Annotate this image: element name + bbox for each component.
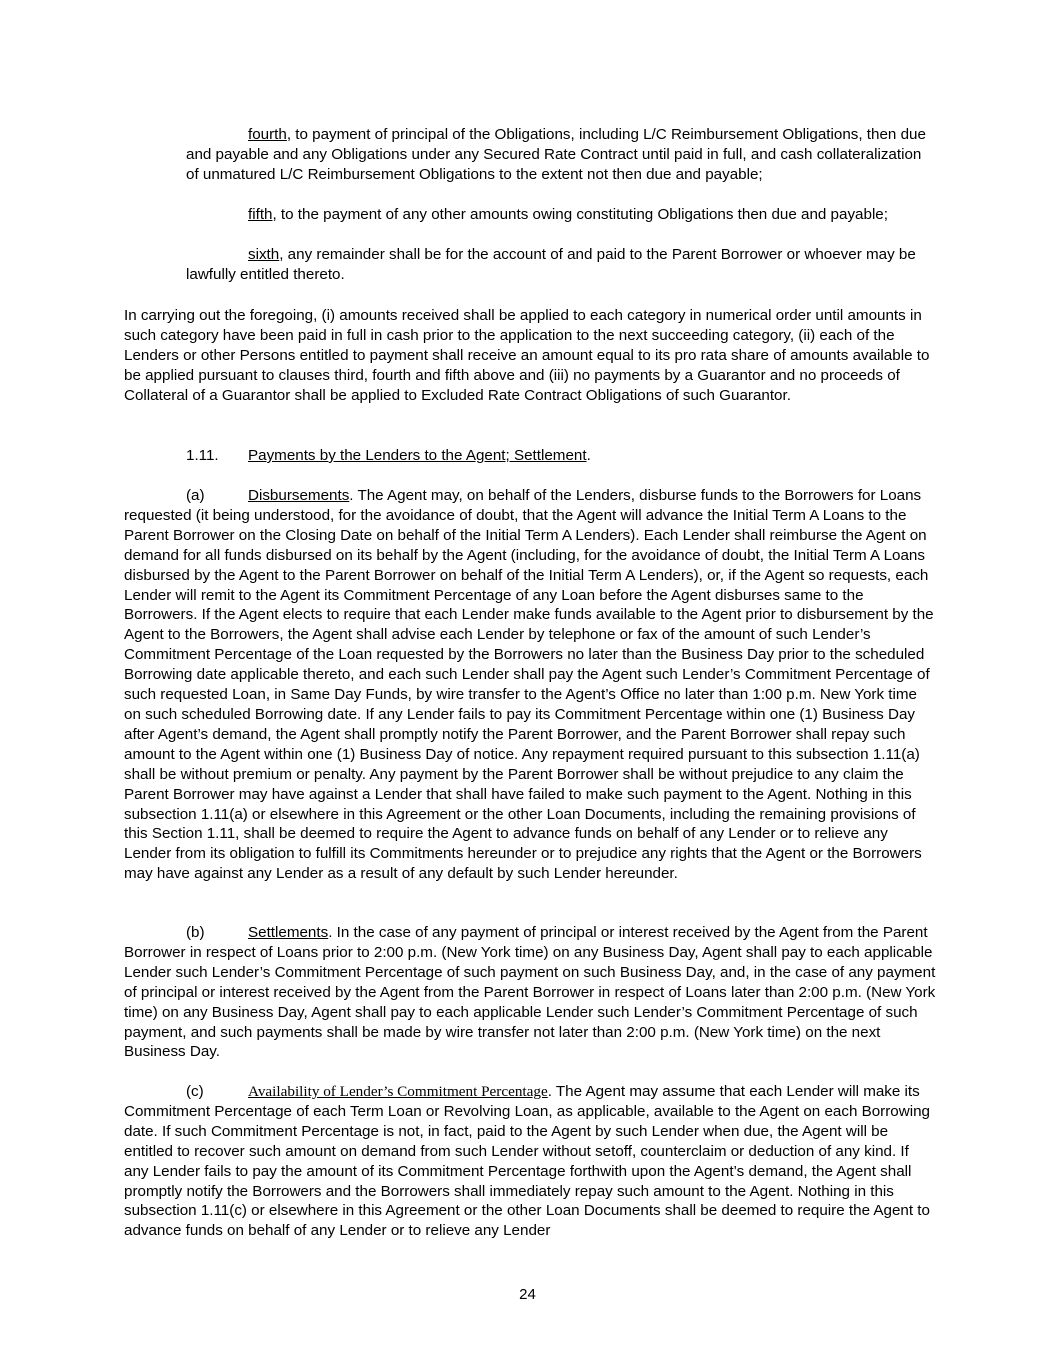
clause-fifth-text: , to the payment of any other amounts owing constituting Obligations then due and payable; bbox=[272, 206, 888, 223]
subsection-b-text: . In the case of any payment of principal or interest received by the Agent from the Parent Borrower in respect of Loans prior to 2:00 p.m. (New York time) on any Business Day, Agent shall pay to each applicable Lender such Lender’s Commitment Percentage of such payment on such Business Day, and, in the case of any payment of principal or interest received by the Agent from the Parent Borrower in respect of Loans later than 2:00 p.m. (New York time) on any Business Day, Agent shall pay to each applicable Lender such Lender’s Commitment Percentage of such payment, and such payments shall be made by wire transfer not later than 2:00 p.m. (New York time) on the next Business Day. bbox=[124, 924, 936, 1061]
clause-fourth-text: , to payment of principal of the Obligations, including L/C Reimbursement Obligations, then due and payable and any Obligations under any Secured Rate Contract until paid in full, and cash collateralization of unmatured L/C Reimbursement Obligations to the extent not then due and payable; bbox=[186, 126, 926, 183]
clause-fourth-label: fourth bbox=[248, 126, 287, 143]
clause-sixth-label: sixth bbox=[248, 246, 280, 263]
clause-sixth bbox=[186, 245, 936, 285]
subsection-b-heading: Settlements bbox=[248, 924, 329, 941]
carrying-out-paragraph: In carrying out the foregoing, (i) amounts received shall be applied to each category in numerical order until amounts in such category have been paid in full in cash prior to the application to the next succeeding category, (ii) each of the Lenders or other Persons entitled to payment shall receive an amount equal to its pro rata share of amounts available to be applied pursuant to clauses third, fourth and fifth above and (iii) no payments by a Guarantor and no proceeds of Collateral of a Guarantor shall be applied to Excluded Rate Contract Obligations of such Guarantor. bbox=[124, 307, 930, 404]
subsection-c-label: (c) bbox=[186, 1083, 204, 1100]
clause-sixth-text: , any remainder shall be for the account of and paid to the Parent Borrower or whoever may be lawfully entitled thereto. bbox=[186, 246, 916, 283]
subsection-a-label: (a) bbox=[186, 487, 205, 504]
section-number: 1.11. bbox=[186, 447, 219, 464]
subsection-a-text: . The Agent may, on behalf of the Lenders, disburse funds to the Borrowers for Loans requested (it being understood, for the avoidance of doubt, that the Agent will advance the Initial Term A Loans to the Parent Borrower on the Closing Date on behalf of the Initial Term A Lenders). Each Lender shall reimburse the Agent on demand for all funds disbursed on its behalf by the Agent (including, for the avoidance of doubt, the Initial Term A Loans disbursed by the Agent to the Parent Borrower on behalf of the Initial Term A Lenders), or, if the Agent so requests, each Lender will remit to the Agent its Commitment Percentage of any Loan before the Agent disburses same to the Borrowers. If the Agent elects to require that each Lender make funds available to the Agent prior to disbursement by the Agent to the Borrowers, the Agent shall advise each Lender by telephone or fax of the amount of such Lender’s Commitment Percentage of the Loan requested by the Borrowers no later than the Business Day prior to the scheduled Borrowing date applicable thereto, and each such Lender shall pay the Agent such Lender’s Commitment Percentage of such requested Loan, in Same Day Funds, by wire transfer to the Agent’s Office no later than 1:00 p.m. New York time on such scheduled Borrowing date. If any Lender fails to pay its Commitment Percentage within one (1) Business Day after Agent’s demand, the Agent shall promptly notify the Parent Borrower, and the Parent Borrower shall repay such amount to the Agent within one (1) Business Day of notice. Any repayment required pursuant to this subsection 1.11(a) shall be without premium or penalty. Any payment by the Parent Borrower shall be without prejudice to any claim the Parent Borrower may have against a Lender that shall have failed to make such payment to the Agent. Nothing in this subsection 1.11(a) or elsewhere in this Agreement or the other Loan Documents, including the remaining provisions of this Section 1.11, shall be deemed to require the Agent to advance funds on behalf of any Lender or to relieve any Lender from its obligation to fulfill its Commitments hereunder or to prejudice any rights that the Agent or the Borrowers may have against any Lender as a result of any default by such Lender hereunder. bbox=[124, 487, 934, 883]
subsection-b bbox=[124, 923, 936, 1062]
section-title-suffix: . bbox=[586, 447, 591, 464]
subsection-c bbox=[124, 1082, 936, 1241]
subsection-a bbox=[124, 486, 936, 884]
section-heading bbox=[186, 446, 591, 466]
page-number: 24 bbox=[519, 1286, 536, 1303]
subsection-b-label: (b) bbox=[186, 924, 205, 941]
subsection-c-text: . The Agent may assume that each Lender will make its Commitment Percentage of each Term Loan or Revolving Loan, as applicable, available to the Agent on each Borrowing date. If such Commitment Percentage is not, in fact, paid to the Agent by such Lender when due, the Agent will be entitled to recover such amount on demand from such Lender without setoff, counterclaim or deduction of any kind. If any Lender fails to pay the amount of its Commitment Percentage forthwith upon the Agent’s demand, the Agent shall promptly notify the Borrowers and the Borrowers shall immediately repay such amount to the Agent. Nothing in this subsection 1.11(c) or elsewhere in this Agreement or the other Loan Documents shall be deemed to require the Agent to advance funds on behalf of any Lender or to relieve any Lender bbox=[124, 1083, 930, 1240]
clause-fifth bbox=[186, 205, 936, 225]
clause-fourth bbox=[186, 125, 936, 185]
subsection-a-heading: Disbursements bbox=[248, 487, 350, 504]
subsection-c-heading: Availability of Lender’s Commitment Percentage bbox=[248, 1083, 548, 1100]
section-title: Payments by the Lenders to the Agent; Settlement bbox=[248, 447, 587, 464]
clause-fifth-label: fifth bbox=[248, 206, 273, 223]
